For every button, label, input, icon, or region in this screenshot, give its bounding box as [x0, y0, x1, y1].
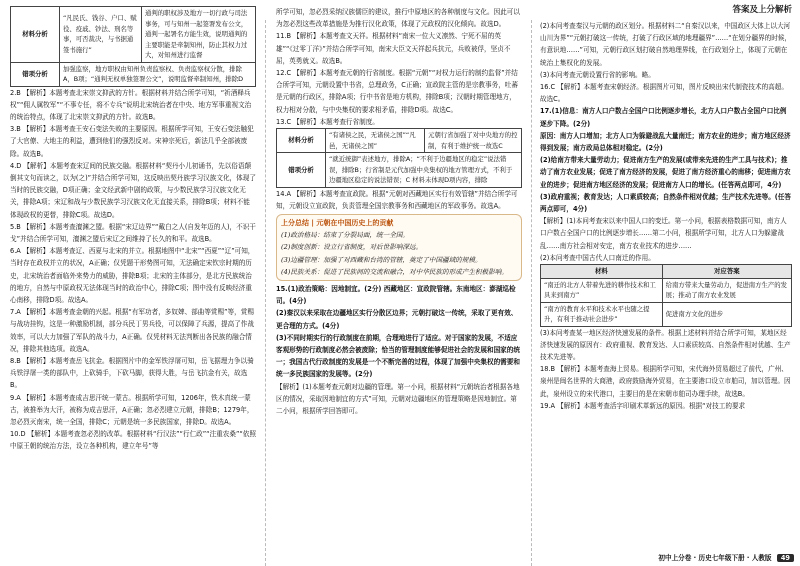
page-number: 49	[777, 554, 794, 562]
page-header: 答案及上分解析	[732, 5, 792, 15]
answer-item: 3.B 【解析】本题考查王安石变法失败的主要原因。根据所学可知，王安石变法触犯了大官僚、大地主的利益，遭到他们的强烈反对。宋神宗死后，新法几乎全部被废除。故选B。	[10, 125, 254, 158]
answer-item: 14.A 【解析】本题考查宣政院。根据“元朝对西藏地区实行有效管辖”并结合所学可知，元朝设立宣政院，负责管理全国宗教事务和西藏地区的军政事务。故选A。	[276, 189, 518, 210]
table-cell: 给南方带来大量劳动力，促进南方生产的发展；推动了南方农业发展	[662, 278, 791, 302]
answer-item: (2)本问考查秦汉与元朝的政区划分。根据材料二“自秦汉以来，中国政区大体上以大河山川为界”“元朝打破这一传统，打破了行政区域的地理疆界”……“在划分疆界的时候，有意识地……”可知，元朝行政区划打破自然地理界线，在行政划分上，体现了元朝在统治上集权化的发展。	[540, 22, 792, 67]
column-header: 材料	[541, 265, 663, 279]
answer-item: 原因：南方人口增加；北方人口为躲避战乱大量南迁；南方农业的进步；南方地区经济得到发展；南方政局总体相对稳定。(2分)	[540, 131, 791, 153]
answer-item: (2)本问考查中国古代人口南迁的作用。	[540, 253, 655, 262]
answer-item: 6.A 【解析】本题考查辽、西夏与北宋的并立。根据地图中“北宋”“西夏”“辽”可知，当时存在政权并立的状况，A正确；仅凭题干形势图可知，无法确定宋钦宗时期的历史，北宋统治者面临外来势力的威胁，排除B项；北宋的主体部分，是北方民族统治的地方，自然与中原政权无法体现当时的政治中心，排除C项；图中没有反映经济重心南移，排除D项。故选A。	[10, 247, 255, 304]
table-row	[277, 129, 522, 153]
answer-item: 7.A 【解析】本题考查金朝的兴起。根据“有军功者，多奴婢、部曲等赏赐”等，赏赐与战功挂钩，这是一种激励机制，部分兵民丁男兵役，可以保障了兵源，提高了作战效率，可以大力加强了军队的战斗力，A正确。仅凭材料无法判断出各民族的融合情况，排除其他选项。故选A。	[10, 308, 254, 353]
summary-line: (1)政治格局：结束了分裂局面，统一全国。	[281, 231, 410, 240]
answer-item: 16.C 【解析】本题考查宋朝经济。根据图片可知，图片反映出宋代制瓷技术的高超。故选C。	[540, 83, 788, 104]
answer-item: 9.A 【解析】本题考查成吉思汗统一蒙古。根据所学可知，1206年，铁木真统一蒙古，被推举为大汗，被称为成吉思汗，A正确；忽必烈建立元朝，排除B；1279年，忽必烈灭南宋，统一全国，排除C；元朝是统一多民族国家，排除D。故选A。	[10, 393, 254, 426]
answer-item: (2)秦汉以来采取在边疆地区实行分散区边界；元朝打破这一传统，采取了更有效、更合理的方式。(4分)	[276, 309, 518, 330]
answer-item: 2.B 【解析】本题考查北宋崇文抑武的方针。根据材料并结合所学可知，“祈酒释兵权”“佣人属牧军”“不事专任，将不专兵”说明北宋统治者在中央、地方军事重视文治的统治特点，体现了北宋崇文抑武的方针。故选B。	[10, 88, 252, 121]
answer-item: 8.B 【解析】本题考查岳飞抗金。根据图片中的金军铁浮屠可知，岳飞据理力争以骑兵铁浮屠一类的部队中，上砍骑手，下砍马脚，获得大胜，与岳飞抗金有关，故选B。	[10, 356, 254, 390]
row-label: 材料分析	[11, 7, 60, 63]
book-title: 初中上分卷 · 历史七年级下册 · 人教版	[658, 554, 772, 562]
row-text: “就近统御”表述地方，排除A；“不利于边疆地区的稳定”说法错误，排除B；行省制是元代加强中央集权的地方管理方式，不利于边疆地区稳定的说法错误；C 材料未体现D项内容，排除	[326, 153, 522, 188]
answer-item: 15.(1)政治策略：因地制宜。(2分) 西藏地区：宣政院管辖。东南地区：澎湖巡检司。(4分)	[276, 284, 516, 306]
answer-item: 11.B 【解析】本题考查文天祥。根据材料“南宋一位大义凛然、宁死不屈的英雄”“《过零丁洋》”并结合所学可知，南宋大臣文天祥起兵抗元，兵败被俘，坚贞不屈，英勇就义。故选B。	[276, 32, 511, 65]
answer-item: 19.A 【解析】本题考查活字印刷术革新远的原因。根据“对技工的要求	[540, 401, 746, 410]
table-row	[541, 302, 792, 326]
answer-item: 5.B 【解析】本题考查澶渊之盟。根据“宋辽边界”“戴白之人(自发年迈的人)，不识干戈”并结合所学可知，澶渊之盟后宋辽之间维持了长久的和平。故选B。	[10, 222, 256, 243]
answer-item: 【解析】(1)本题考查元朝对边疆的管理。第一小问，根据材料“元朝统治者根据各地区的情况，采取因地制宜的方式”可知，元朝对边疆地区的管理策略是因地制宜。第二小问，根据所学回答即可。	[276, 382, 520, 415]
page-footer	[658, 552, 794, 562]
column-divider	[265, 20, 266, 566]
analysis-table	[276, 128, 522, 188]
column-middle	[268, 0, 530, 566]
table-row	[541, 278, 792, 302]
table-row	[277, 153, 522, 188]
answer-item: 4.D 【解析】本题考查宋辽间的民族交融。根据材料“契丹小儿初诵书，先以俗语颠倒其文句而读之，以为(之)”并结合所学可知，这反映出契丹族学习汉族文化，体现了当时的民族交融，D项正确；金文经武新中剧的政策，与少数民族学习汉族文化无关，排除A项；宋辽和战与少数民族学习汉族文化无直接关系，排除B项；材料不能体现政权的更替，排除C项。故选D。	[10, 161, 256, 219]
answer-item: 17.(1)信息：南方人口户数占全国户口比例逐步增长，北方人口户数占全国户口比例逐步下降。(2分)	[540, 107, 787, 128]
table-cell: “南方的教育水平和技术水平也随之提升，有利于推动社会进步”	[541, 302, 663, 326]
answer-item: 所学可知，忽必烈采纳汉族儒臣的建议，推行中原地区的各种制度与文化。因此可以为忽必烈这些改革措施是为推行汉化政策，体现了元政权的汉化倾向。故选D。	[276, 8, 520, 29]
answer-item: 18.B 【解析】本题考查海上贸易。根据所学可知，宋代海外贸易超过了前代，广州、泉州是闽名世界的大商港，政府鼓励海外贸易，在主要港口设立市舶司，加以管理。因此，泉州设立的宋代港口，主要目的是在宋朝市舶司办理手续，故选B。	[540, 365, 791, 398]
answer-table	[540, 264, 792, 327]
column-header: 对应答案	[662, 265, 791, 279]
summary-line: (4)民族关系：促进了民族间的交流和融合，对中华民族的形成产生积极影响。	[281, 267, 508, 276]
table-header-row	[541, 265, 792, 279]
row-text: “有诸侯之民，无诸侯之国”“凡邑，无诸侯之国”	[326, 129, 425, 153]
row-label: 错项分析	[11, 62, 60, 86]
analysis-table	[10, 6, 256, 87]
answer-item: (3)本问考查某一地区经济快速发展的条件。根据上述材料并结合所学可知，某地区经济快速发展的原因有：政府重视、教育发达、人口素质较高、自然条件相对优越、生产技术先进等。	[540, 328, 791, 361]
summary-line: (2)制度创新：设立行省制度，对后世影响深远。	[281, 243, 423, 252]
table-cell: 促进南方文化的进步	[662, 302, 791, 326]
column-right	[532, 0, 800, 566]
answer-item: 13.C 【解析】本题考查行省制度。	[276, 117, 379, 126]
summary-line: (3)边疆管理：加强了对西藏和台湾的管辖，奠定了中国疆域的规模。	[281, 255, 482, 264]
answer-item: (3)政府重视；教育发达；人口素质较高；自然条件相对优越；生产技术先进等。(任答两点即可，4分)	[540, 192, 792, 214]
row-analysis: 通判的职权涉及地方一切行政与司法事务，可与知州一起签署发布公文，通判一起署名方能生效，说明通判的主要职能是牵制知州，防止其权力过大，对知州进行监督	[142, 7, 256, 63]
row-label: 错项分析	[277, 153, 326, 188]
row-analysis: 加强监察，地方职权由知州负责监察权、负责监察权分散，排除A，B项；“通判无权单独签署公文”，说明监督牵制知州，排除D	[60, 62, 256, 86]
answer-item: 10.D 【解析】本题考查忽必烈的改革。根据材料“行汉法”“行仁政”“注重农桑”“依照中原王朝的统治方法，设立各种机构，建立年号”等	[10, 430, 256, 451]
row-label: 材料分析	[277, 129, 326, 153]
answer-item: (2)给南方带来大量劳动力；促进南方生产的发展(或带来先进的生产工具与技术)；推动了南方农业发展；促进了南方经济的发展，促进了南方经济重心的南移；促进南方农业的进步；促进南方地区经济的发展；促进南方人口的增长。(任答两点即可，4分)	[540, 156, 791, 189]
table-row	[11, 62, 256, 86]
answer-item: 【解析】(1)本问考查宋以来中国人口的变迁。第一小问，根据表格数据可知，南方人口户数占全国户口的比例逐步增长……第二小问，根据所学可知，北方人口为躲避战乱……南方社会相对安定，南方农业技术的进步……	[540, 217, 787, 250]
table-row	[11, 7, 256, 63]
row-analysis: 元朝行省加强了对中央地方的控制，有利于维护统一故选C	[425, 129, 522, 153]
answer-item: 12.C 【解析】本题考查元朝的行省制度。根据“元朝”“对权力运行的制约监督”并结合所学可知，元朝设置中书省，总理政务，C正确；宣政院主管的是宗教事务，吐蕃是元朝的行政区，排除A项；行中书省是地方机构，排除B项；汉朝时期管理地方，权力相对分散，与中央集权的要求相矛盾，排除D项。故选C。	[276, 69, 518, 114]
summary-title: 上分总结 | 元朝在中国历史上的贡献	[281, 218, 394, 227]
answer-item: (3)不同时期实行的行政制度在前期，合理地进行了适应。对于国家的发展，不适应客观形势的行政制度必然会被废除；恰当的管理制度能够促进社会的发展和国家的统一；我国古代行政制度的发展是一个不断完善的过程，体现了加强中央集权的需要和统一多民族国家的发展等。(2分)	[276, 333, 520, 379]
row-quote: “凡民氏、钱谷、户口、赋役、疫戚、钞法、刑名等事，可否裁决，与书据通签书施行”	[60, 7, 142, 63]
column-left	[0, 0, 262, 566]
summary-box	[276, 214, 522, 281]
answer-item: (3)本问考查元朝设置行省的影响。略。	[540, 70, 655, 79]
table-cell: “南迁的北方人带着先进的耕作技术和工具来到南方”	[541, 278, 663, 302]
